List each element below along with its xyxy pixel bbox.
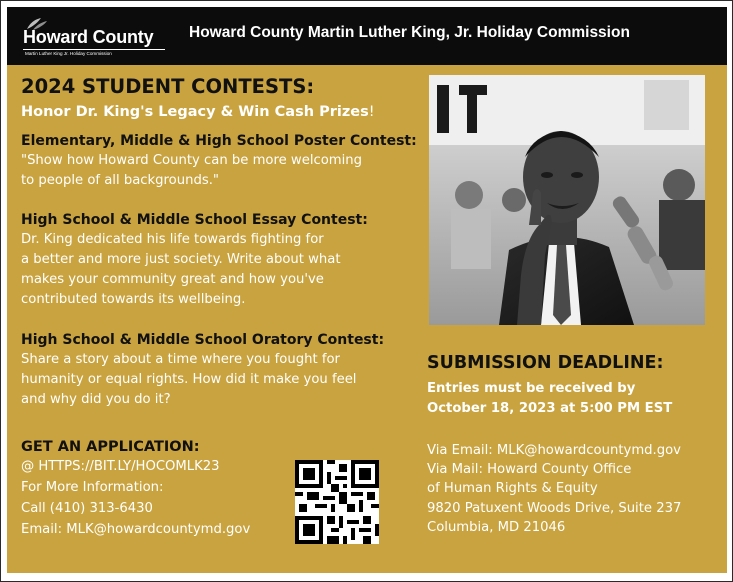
logo-divider [23,49,165,50]
howard-county-logo [21,17,171,57]
oratory-contest-line-3: and why did you do it? [21,392,171,407]
flyer [7,7,727,573]
essay-contest-line-3: makes your community great and how you've [21,272,324,287]
deadline-line-2: October 18, 2023 at 5:00 PM EST [427,401,673,416]
submission-mail-line-2: of Human Rights & Equity [427,481,598,496]
phone-number[interactable]: Call (410) 313-6430 [21,501,153,516]
subheading-exclamation: ! [368,104,375,120]
qr-code-icon [295,460,379,544]
oratory-contest-line-2: humanity or equal rights. How did it make you feel [21,372,357,387]
poster-contest-line-1: "Show how Howard County can be more welcoming [21,153,363,168]
deadline-line-1: Entries must be received by [427,381,636,396]
oratory-contest-line-1: Share a story about a time where you fought for [21,352,340,367]
submission-mail-line-4: Columbia, MD 21046 [427,520,566,535]
header-bar [7,7,727,65]
submission-mail-line-3: 9820 Patuxent Woods Drive, Suite 237 [427,501,682,516]
poster-contest-line-2: to people of all backgrounds." [21,173,219,188]
mlk-photo [429,75,705,325]
essay-contest-line-2: a better and more just society. Write about what [21,252,341,267]
poster-contest-title: Elementary, Middle & High School Poster Contest: [21,133,417,149]
essay-contest-title: High School & Middle School Essay Contest: [21,212,368,228]
submission-mail-line-1: Via Mail: Howard County Office [427,462,632,477]
contests-subheading [21,104,375,120]
application-heading: GET AN APPLICATION: [21,439,200,455]
qr-code[interactable] [295,460,379,544]
contests-heading: 2024 STUDENT CONTESTS: [21,75,315,98]
essay-contest-line-1: Dr. King dedicated his life towards fighting for [21,232,324,247]
more-info-label: For More Information: [21,480,164,495]
essay-contest-line-4: contributed towards its wellbeing. [21,292,246,307]
subheading-text: Honor Dr. King's Legacy & Win Cash Prizes [21,104,369,120]
submission-email[interactable]: Via Email: MLK@howardcountymd.gov [427,443,681,458]
application-email[interactable]: Email: MLK@howardcountymd.gov [21,522,251,537]
header-title: Howard County Martin Luther King, Jr. Holiday Commission [189,24,630,41]
logo-name: Howard County [23,27,154,47]
logo-subtitle: Martin Luther King Jr. Holiday Commission [25,51,112,56]
deadline-heading: SUBMISSION DEADLINE: [427,353,664,373]
application-link[interactable]: @ HTTPS://BIT.LY/HOCOMLK23 [21,459,220,474]
oratory-contest-title: High School & Middle School Oratory Contest: [21,332,385,348]
